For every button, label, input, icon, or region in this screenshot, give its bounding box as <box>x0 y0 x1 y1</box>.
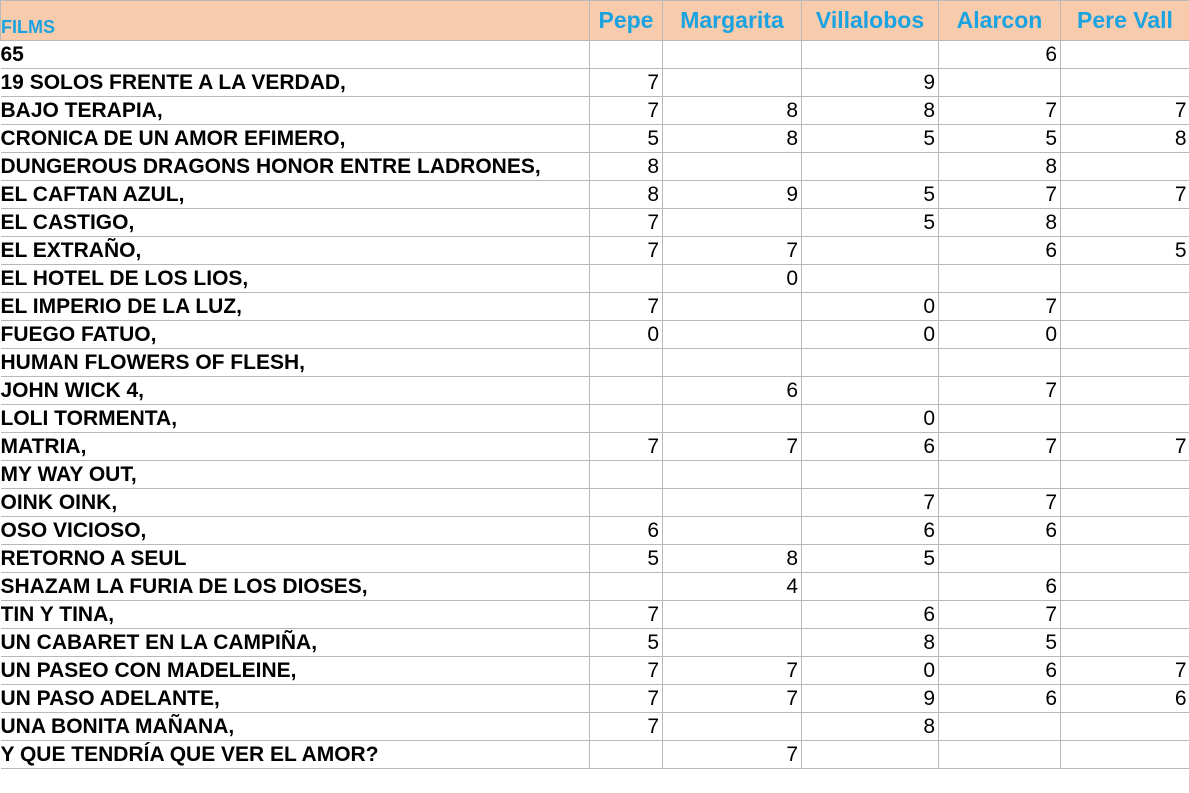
score-cell-villalobos[interactable]: 0 <box>802 657 939 685</box>
score-cell-pepe[interactable]: 8 <box>590 181 663 209</box>
score-cell-alarcon[interactable]: 7 <box>939 181 1061 209</box>
score-cell-pepe[interactable]: 7 <box>590 237 663 265</box>
score-cell-alarcon[interactable]: 7 <box>939 489 1061 517</box>
score-cell-margarita[interactable]: 7 <box>663 657 802 685</box>
film-title-cell[interactable]: UN PASEO CON MADELEINE, <box>1 657 590 685</box>
header-pere-vall[interactable]: Pere Vall <box>1061 1 1189 41</box>
table-row <box>1 97 1189 125</box>
score-cell-villalobos[interactable]: 5 <box>802 125 939 153</box>
score-cell-villalobos[interactable]: 6 <box>802 517 939 545</box>
score-cell-pepe[interactable] <box>590 377 663 405</box>
score-cell-pepe[interactable] <box>590 41 663 69</box>
film-title-cell[interactable]: HUMAN FLOWERS OF FLESH, <box>1 349 590 377</box>
score-cell-villalobos[interactable] <box>802 461 939 489</box>
film-title-cell[interactable]: LOLI TORMENTA, <box>1 405 590 433</box>
score-cell-pere-vall[interactable] <box>1061 209 1189 237</box>
score-cell-margarita[interactable]: 4 <box>663 573 802 601</box>
score-cell-pere-vall[interactable] <box>1061 601 1189 629</box>
score-cell-alarcon[interactable] <box>939 265 1061 293</box>
score-cell-villalobos[interactable] <box>802 349 939 377</box>
film-title-cell[interactable]: MATRIA, <box>1 433 590 461</box>
score-cell-pere-vall[interactable] <box>1061 629 1189 657</box>
score-cell-pere-vall[interactable]: 7 <box>1061 181 1189 209</box>
score-cell-pere-vall[interactable]: 7 <box>1061 97 1189 125</box>
score-cell-pepe[interactable]: 7 <box>590 713 663 741</box>
score-cell-pepe[interactable]: 7 <box>590 657 663 685</box>
score-cell-villalobos[interactable]: 8 <box>802 97 939 125</box>
score-cell-pepe[interactable] <box>590 349 663 377</box>
table-row <box>1 685 1189 713</box>
score-cell-pere-vall[interactable] <box>1061 405 1189 433</box>
score-cell-pepe[interactable]: 7 <box>590 97 663 125</box>
score-cell-alarcon[interactable]: 6 <box>939 685 1061 713</box>
film-title-cell[interactable]: 65 <box>1 41 590 69</box>
table-row <box>1 377 1189 405</box>
score-cell-villalobos[interactable] <box>802 41 939 69</box>
score-cell-villalobos[interactable]: 8 <box>802 713 939 741</box>
score-cell-pepe[interactable]: 7 <box>590 209 663 237</box>
score-cell-villalobos[interactable]: 9 <box>802 685 939 713</box>
score-cell-alarcon[interactable] <box>939 461 1061 489</box>
score-cell-margarita[interactable] <box>663 349 802 377</box>
score-cell-pepe[interactable]: 8 <box>590 153 663 181</box>
score-cell-villalobos[interactable] <box>802 573 939 601</box>
score-cell-alarcon[interactable]: 8 <box>939 153 1061 181</box>
score-cell-pere-vall[interactable]: 7 <box>1061 433 1189 461</box>
film-title-cell[interactable]: EL HOTEL DE LOS LIOS, <box>1 265 590 293</box>
score-cell-alarcon[interactable]: 5 <box>939 125 1061 153</box>
film-title-cell[interactable]: MY WAY OUT, <box>1 461 590 489</box>
table-row <box>1 461 1189 489</box>
score-cell-pepe[interactable] <box>590 573 663 601</box>
score-cell-pere-vall[interactable] <box>1061 461 1189 489</box>
score-cell-villalobos[interactable]: 8 <box>802 629 939 657</box>
score-cell-margarita[interactable]: 8 <box>663 545 802 573</box>
score-cell-alarcon[interactable]: 8 <box>939 209 1061 237</box>
score-cell-pepe[interactable] <box>590 405 663 433</box>
film-title-cell[interactable]: EL CASTIGO, <box>1 209 590 237</box>
score-cell-margarita[interactable] <box>663 293 802 321</box>
score-cell-margarita[interactable] <box>663 461 802 489</box>
score-cell-pere-vall[interactable] <box>1061 713 1189 741</box>
film-title-cell[interactable]: SHAZAM LA FURIA DE LOS DIOSES, <box>1 573 590 601</box>
score-cell-pere-vall[interactable] <box>1061 293 1189 321</box>
film-title-cell[interactable]: UNA BONITA MAÑANA, <box>1 713 590 741</box>
score-cell-villalobos[interactable]: 9 <box>802 69 939 97</box>
score-cell-pere-vall[interactable]: 8 <box>1061 125 1189 153</box>
score-cell-pepe[interactable] <box>590 741 663 769</box>
score-cell-villalobos[interactable] <box>802 265 939 293</box>
film-title-cell[interactable]: EL CAFTAN AZUL, <box>1 181 590 209</box>
table-row <box>1 657 1189 685</box>
table-row <box>1 489 1189 517</box>
header-pepe[interactable]: Pepe <box>590 1 663 41</box>
score-cell-margarita[interactable] <box>663 405 802 433</box>
score-cell-margarita[interactable]: 8 <box>663 97 802 125</box>
score-cell-alarcon[interactable]: 6 <box>939 573 1061 601</box>
table-row <box>1 741 1189 769</box>
score-cell-pere-vall[interactable] <box>1061 321 1189 349</box>
table-row <box>1 517 1189 545</box>
score-cell-pepe[interactable]: 7 <box>590 433 663 461</box>
score-cell-margarita[interactable]: 0 <box>663 265 802 293</box>
header-films[interactable]: FILMS <box>1 1 590 41</box>
film-title-cell[interactable]: RETORNO A SEUL <box>1 545 590 573</box>
header-alarcon[interactable]: Alarcon <box>939 1 1061 41</box>
score-cell-alarcon[interactable] <box>939 405 1061 433</box>
score-cell-alarcon[interactable]: 7 <box>939 601 1061 629</box>
table-row <box>1 349 1189 377</box>
film-title-cell[interactable]: TIN Y TINA, <box>1 601 590 629</box>
score-cell-margarita[interactable] <box>663 517 802 545</box>
score-cell-margarita[interactable] <box>663 489 802 517</box>
score-cell-pepe[interactable]: 5 <box>590 545 663 573</box>
score-cell-margarita[interactable] <box>663 41 802 69</box>
score-cell-alarcon[interactable]: 7 <box>939 293 1061 321</box>
score-cell-margarita[interactable] <box>663 601 802 629</box>
score-cell-pere-vall[interactable]: 7 <box>1061 657 1189 685</box>
score-cell-pere-vall[interactable] <box>1061 69 1189 97</box>
score-cell-pere-vall[interactable] <box>1061 489 1189 517</box>
header-villalobos[interactable]: Villalobos <box>802 1 939 41</box>
score-cell-margarita[interactable]: 9 <box>663 181 802 209</box>
score-cell-alarcon[interactable]: 6 <box>939 657 1061 685</box>
film-title-cell[interactable]: JOHN WICK 4, <box>1 377 590 405</box>
score-cell-pere-vall[interactable] <box>1061 377 1189 405</box>
score-cell-margarita[interactable] <box>663 209 802 237</box>
score-cell-pepe[interactable] <box>590 489 663 517</box>
table-row <box>1 181 1189 209</box>
score-cell-margarita[interactable]: 7 <box>663 685 802 713</box>
score-cell-pepe[interactable]: 7 <box>590 601 663 629</box>
film-title-cell[interactable]: CRONICA DE UN AMOR EFIMERO, <box>1 125 590 153</box>
score-cell-alarcon[interactable] <box>939 713 1061 741</box>
score-cell-pepe[interactable]: 7 <box>590 685 663 713</box>
table-row <box>1 573 1189 601</box>
score-cell-villalobos[interactable]: 0 <box>802 293 939 321</box>
table-row <box>1 209 1189 237</box>
score-cell-pere-vall[interactable] <box>1061 349 1189 377</box>
score-cell-pere-vall[interactable] <box>1061 741 1189 769</box>
score-cell-pepe[interactable]: 5 <box>590 125 663 153</box>
table-row <box>1 321 1189 349</box>
score-cell-alarcon[interactable] <box>939 545 1061 573</box>
score-cell-alarcon[interactable] <box>939 69 1061 97</box>
film-title-cell[interactable]: EL EXTRAÑO, <box>1 237 590 265</box>
score-cell-alarcon[interactable] <box>939 741 1061 769</box>
score-cell-alarcon[interactable]: 5 <box>939 629 1061 657</box>
score-cell-pere-vall[interactable]: 5 <box>1061 237 1189 265</box>
table-row <box>1 293 1189 321</box>
score-cell-alarcon[interactable]: 6 <box>939 237 1061 265</box>
score-cell-alarcon[interactable]: 6 <box>939 517 1061 545</box>
score-cell-villalobos[interactable]: 0 <box>802 405 939 433</box>
score-cell-pere-vall[interactable]: 6 <box>1061 685 1189 713</box>
score-cell-villalobos[interactable] <box>802 237 939 265</box>
table-row <box>1 405 1189 433</box>
score-cell-pepe[interactable]: 5 <box>590 629 663 657</box>
film-title-cell[interactable]: BAJO TERAPIA, <box>1 97 590 125</box>
score-cell-margarita[interactable]: 8 <box>663 125 802 153</box>
score-cell-margarita[interactable]: 7 <box>663 433 802 461</box>
score-cell-pere-vall[interactable] <box>1061 153 1189 181</box>
score-cell-pepe[interactable]: 6 <box>590 517 663 545</box>
film-title-cell[interactable]: EL IMPERIO DE LA LUZ, <box>1 293 590 321</box>
score-cell-pepe[interactable]: 7 <box>590 293 663 321</box>
score-cell-alarcon[interactable] <box>939 349 1061 377</box>
score-cell-pere-vall[interactable] <box>1061 41 1189 69</box>
score-cell-pere-vall[interactable] <box>1061 545 1189 573</box>
film-title-cell[interactable]: UN CABARET EN LA CAMPIÑA, <box>1 629 590 657</box>
score-cell-pere-vall[interactable] <box>1061 265 1189 293</box>
table-row <box>1 237 1189 265</box>
score-cell-villalobos[interactable]: 5 <box>802 545 939 573</box>
score-cell-villalobos[interactable]: 6 <box>802 433 939 461</box>
table-row <box>1 153 1189 181</box>
score-cell-pepe[interactable] <box>590 265 663 293</box>
film-title-cell[interactable]: OSO VICIOSO, <box>1 517 590 545</box>
film-title-cell[interactable]: OINK OINK, <box>1 489 590 517</box>
header-row <box>1 1 1189 41</box>
film-title-cell[interactable]: Y QUE TENDRÍA QUE VER EL AMOR? <box>1 741 590 769</box>
score-cell-margarita[interactable] <box>663 713 802 741</box>
score-cell-alarcon[interactable]: 0 <box>939 321 1061 349</box>
film-title-cell[interactable]: DUNGEROUS DRAGONS HONOR ENTRE LADRONES, <box>1 153 590 181</box>
table-row <box>1 125 1189 153</box>
table-row <box>1 433 1189 461</box>
score-cell-villalobos[interactable]: 6 <box>802 601 939 629</box>
score-cell-margarita[interactable]: 7 <box>663 741 802 769</box>
score-cell-margarita[interactable] <box>663 69 802 97</box>
score-cell-villalobos[interactable]: 5 <box>802 209 939 237</box>
score-cell-pepe[interactable]: 7 <box>590 69 663 97</box>
score-cell-pere-vall[interactable] <box>1061 517 1189 545</box>
table-row <box>1 629 1189 657</box>
score-cell-margarita[interactable]: 7 <box>663 237 802 265</box>
table-row <box>1 601 1189 629</box>
table-row <box>1 713 1189 741</box>
score-cell-villalobos[interactable] <box>802 741 939 769</box>
score-cell-pepe[interactable] <box>590 461 663 489</box>
score-cell-margarita[interactable]: 6 <box>663 377 802 405</box>
score-cell-villalobos[interactable] <box>802 153 939 181</box>
score-cell-villalobos[interactable]: 5 <box>802 181 939 209</box>
score-cell-alarcon[interactable]: 7 <box>939 97 1061 125</box>
score-cell-alarcon[interactable]: 7 <box>939 433 1061 461</box>
score-cell-pepe[interactable]: 0 <box>590 321 663 349</box>
score-cell-margarita[interactable] <box>663 321 802 349</box>
film-title-cell[interactable]: 19 SOLOS FRENTE A LA VERDAD, <box>1 69 590 97</box>
table-row <box>1 41 1189 69</box>
film-rows <box>1 41 1189 769</box>
table-row <box>1 545 1189 573</box>
header-margarita[interactable]: Margarita <box>663 1 802 41</box>
score-cell-villalobos[interactable]: 7 <box>802 489 939 517</box>
score-cell-margarita[interactable] <box>663 629 802 657</box>
table-row <box>1 69 1189 97</box>
film-title-cell[interactable]: UN PASO ADELANTE, <box>1 685 590 713</box>
score-cell-pere-vall[interactable] <box>1061 573 1189 601</box>
score-cell-villalobos[interactable] <box>802 377 939 405</box>
score-cell-margarita[interactable] <box>663 153 802 181</box>
score-cell-alarcon[interactable]: 7 <box>939 377 1061 405</box>
table-row <box>1 265 1189 293</box>
score-cell-alarcon[interactable]: 6 <box>939 41 1061 69</box>
score-cell-villalobos[interactable]: 0 <box>802 321 939 349</box>
film-title-cell[interactable]: FUEGO FATUO, <box>1 321 590 349</box>
